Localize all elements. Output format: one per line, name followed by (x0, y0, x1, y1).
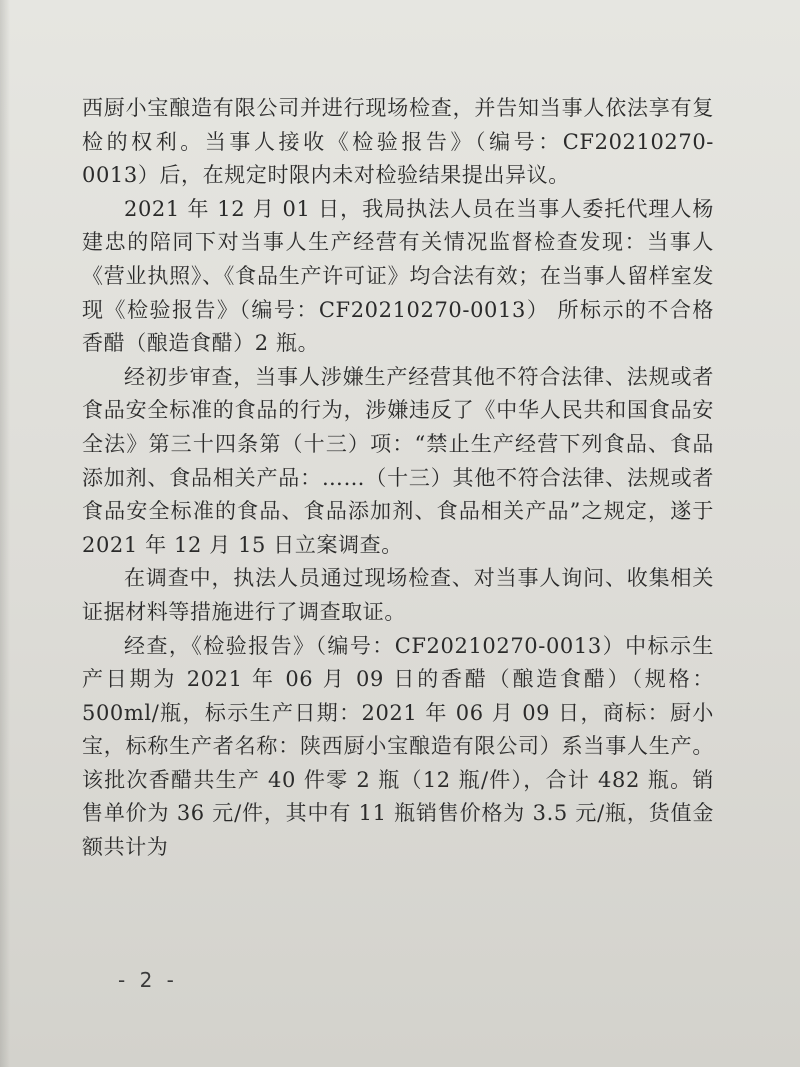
paper-shadow-edge (0, 0, 10, 1067)
page-number: - 2 - (118, 968, 178, 992)
paragraph-investigation: 在调查中，执法人员通过现场检查、对当事人询问、收集相关证据材料等措施进行了调查取证。 (82, 566, 714, 624)
document-body (82, 92, 714, 865)
paragraph-preliminary-review: 经初步审查，当事人涉嫌生产经营其他不符合法律、法规或者食品安全标准的食品的行为，涉嫌违反了《中华人民共和国食品安全法》第三十四条第（十三）项：“禁止生产经营下列食品、食品添加剂、食品相关产品：……（十三）其他不符合法律、法规或者食品安全标准的食品、食品添加剂、食品相关产品”之规定，遂于 2021 年 12 月 15 日立案调查。 (82, 364, 714, 557)
paragraph-continuation: 西厨小宝酿造有限公司并进行现场检查，并告知当事人依法享有复检的权利。当事人接收《检验报告》（编号：CF20210270-0013）后，在规定时限内未对检验结果提出异议。 (82, 96, 714, 188)
paragraph-findings: 经查，《检验报告》（编号：CF20210270-0013）中标示生产日期为 2021 年 06 月 09 日的香醋（酿造食醋）（规格：500ml/瓶，标示生产日期：2021 年 06 月 09 日，商标：厨小宝，标称生产者名称：陕西厨小宝酿造有限公司）系当事人生产。该批次香醋共生产 40 件零 2 瓶（12 瓶/件），合计 482 瓶。销售单价为 36 元/件，其中有 11 瓶销售价格为 3.5 元/瓶，货值金额共计为 (82, 633, 714, 860)
paragraph-inspection: 2021 年 12 月 01 日，我局执法人员在当事人委托代理人杨建忠的陪同下对当事人生产经营有关情况监督检查发现：当事人《营业执照》、《食品生产许可证》均合法有效；在当事人留样室发现《检验报告》（编号：CF20210270-0013） 所标示的不合格香醋（酿造食醋）2 瓶。 (82, 196, 714, 356)
